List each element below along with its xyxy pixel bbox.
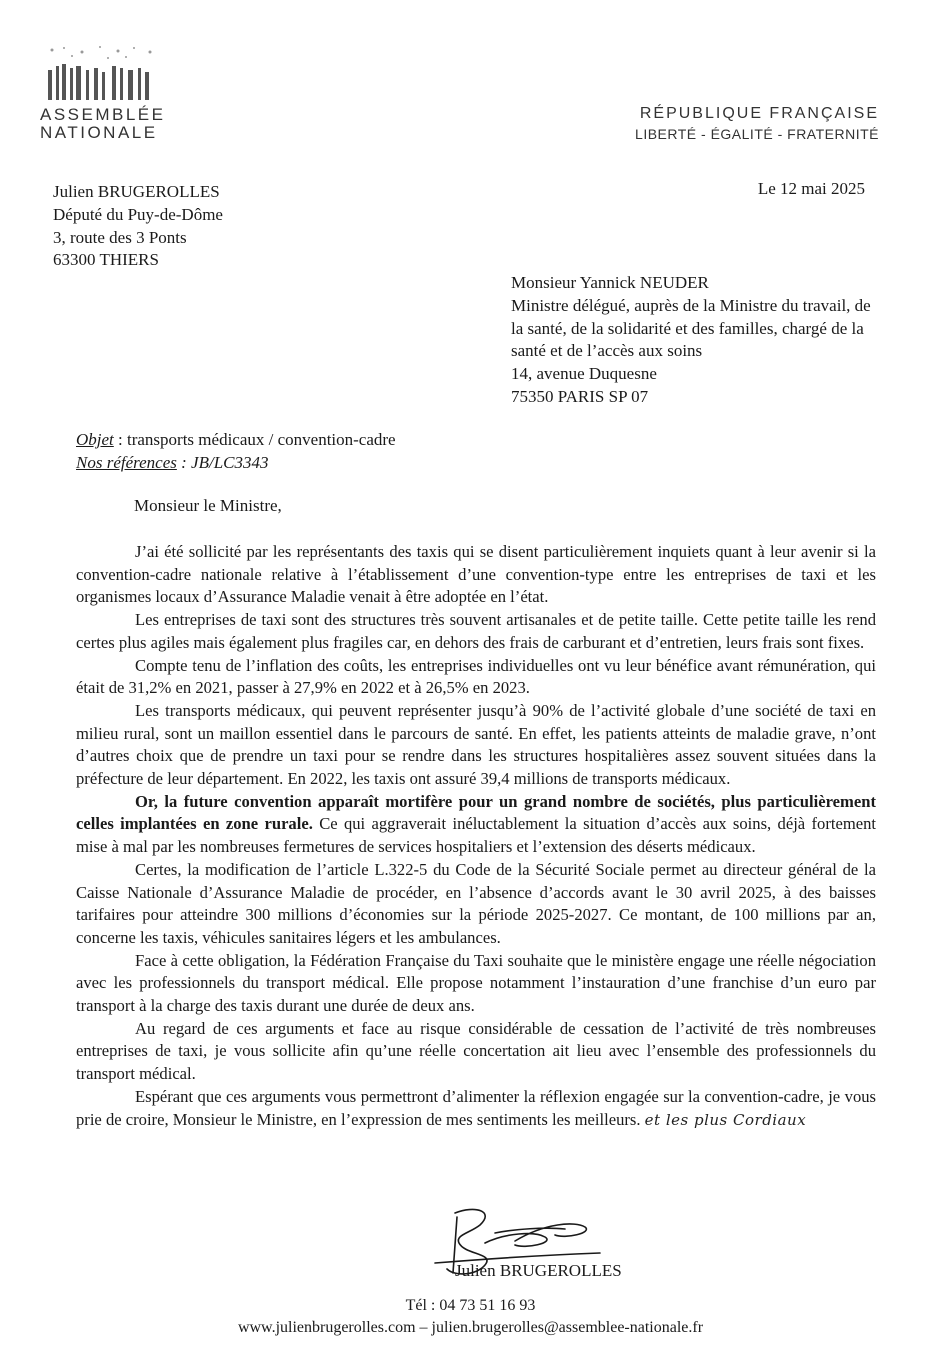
- body-paragraph: Face à cette obligation, la Fédération Française du Taxi souhaite que le ministère engage une réelle négociation avec les professionnels du transport médical. Elle propose notamment l’instauration d’une franchise d’un euro par transport à la charge des taxis durant une durée de deux ans.: [76, 950, 876, 1016]
- recipient-address-line1: 14, avenue Duquesne: [511, 364, 657, 384]
- recipient-name: Monsieur Yannick NEUDER: [511, 273, 709, 292]
- letter-body: [76, 541, 876, 1131]
- sender-title: Député du Puy-de-Dôme: [53, 204, 223, 224]
- closing-paragraph: [76, 1086, 876, 1131]
- emphasis-continuation: Ce qui aggraverait inéluctablement la situation d’accès aux soins, déjà fortement mise à mal par les nombreuses fermetures de services hospitaliers et l’extension des déserts médicaux.: [76, 814, 877, 857]
- body-paragraph: Certes, la modification de l’article L.322-5 du Code de la Sécurité Sociale permet au directeur général de la Caisse Nationale d’Assurance Maladie de procéder, en l’absence d’accords avant le 30 avril 2025, à des baisses tarifaires pour atteindre 300 millions d’économies sur la période 2025-2027. Ce montant, de 100 millions par an, concerne les taxis, véhicules sanitaires légers et les ambulances.: [76, 859, 876, 947]
- body-paragraph: Les transports médicaux, qui peuvent représenter jusqu’à 90% de l’activité globale d’une société de taxi en milieu rural, sont un maillon essentiel dans le parcours de santé. En effet, les patients atteints de maladie grave, n’ont d’autres choix que de prendre un taxi pour se rendre dans les structures hospitalières assez souvent situées dans la préfecture de leur département. En 2022, les taxis ont assuré 39,4 millions de transports médicaux.: [76, 700, 876, 789]
- subject-label: Objet: [76, 430, 114, 449]
- assemblee-nationale-logo: [40, 42, 170, 142]
- logo-line-2: NATIONALE: [40, 123, 158, 142]
- body-paragraph: Les entreprises de taxi sont des structures très souvent artisanales et de petite taille. Cette petite taille les rend certes plus agiles mais également plus fragiles car, en dehors des frais de carburant et d’entretien, leurs frais sont fixes.: [76, 610, 876, 652]
- footer-contact-links: www.julienbrugerolles.com – julien.brugerolles@assemblee-nationale.fr: [237, 1319, 704, 1336]
- body-paragraph: Au regard de ces arguments et face au risque considérable de cessation de l’activité de très nombreuses entreprises de taxi, je vous sollicite afin qu’une réelle concertation ait lieu avec l’ensemble des professionnels du transport médical.: [76, 1018, 876, 1084]
- subject-text: : transports médicaux / convention-cadre: [113, 430, 396, 449]
- republic-title: RÉPUBLIQUE FRANÇAISE: [639, 105, 879, 122]
- handwritten-addition: et les plus Cordiaux: [644, 1110, 807, 1129]
- sender-name: Julien BRUGEROLLES: [53, 182, 220, 201]
- sender-block: [53, 181, 223, 272]
- reference-line: [76, 452, 396, 475]
- subject-line: [76, 429, 396, 452]
- body-paragraph: Compte tenu de l’inflation des coûts, les entreprises individuelles ont vu leur bénéfice avant rémunération, qui était de 31,2% en 2021, passer à 27,9% en 2022 et à 26,5% en 2023.: [76, 655, 876, 698]
- letter-date: Le 12 mai 2025: [757, 179, 865, 198]
- emphasis-text: Or, la future convention apparaît mortifère pour un grand nombre de sociétés, plus particulièrement celles implantées en zone rurale.: [76, 791, 876, 834]
- body-paragraph: J’ai été sollicité par les représentants des taxis qui se disent particulièrement inquiets quant à leur avenir si la convention-cadre nationale relative à l’établissement d’une convention-type entre les entreprises de taxi et les organismes locaux d’Assurance Maladie venait à être adoptée en l’état.: [76, 542, 876, 607]
- logo-line-1: ASSEMBLÉE: [40, 105, 166, 124]
- recipient-address-line2: 75350 PARIS SP 07: [511, 386, 649, 406]
- footer-telephone: Tél : 04 73 51 16 93: [405, 1297, 536, 1314]
- subject-block: [76, 429, 396, 475]
- recipient-block: [511, 272, 871, 409]
- recipient-role: Ministre délégué, auprès de la Ministre du travail, de la santé, de la solidarité et des familles, chargé de la santé et de l’accès aux soins: [511, 295, 871, 361]
- closing-text: Espérant que ces arguments vous permettront d’alimenter la réflexion engagée sur la convention-cadre, je vous prie de croire, Monsieur le Ministre, en l’expression de mes sentiments les meilleurs.: [76, 1086, 876, 1129]
- republic-motto: LIBERTÉ - ÉGALITÉ - FRATERNITÉ: [635, 126, 879, 142]
- salutation: Monsieur le Ministre,: [134, 496, 282, 515]
- body-paragraph-emphasis: [76, 791, 876, 859]
- signatory-name: Julien BRUGEROLLES: [455, 1261, 622, 1280]
- sender-address-line2: 63300 THIERS: [53, 250, 159, 270]
- reference-label: Nos références: [76, 452, 177, 472]
- hemicycle-emblem-icon: [42, 42, 162, 106]
- reference-text: : JB/LC3343: [176, 452, 269, 472]
- sender-address-line1: 3, route des 3 Ponts: [53, 227, 187, 247]
